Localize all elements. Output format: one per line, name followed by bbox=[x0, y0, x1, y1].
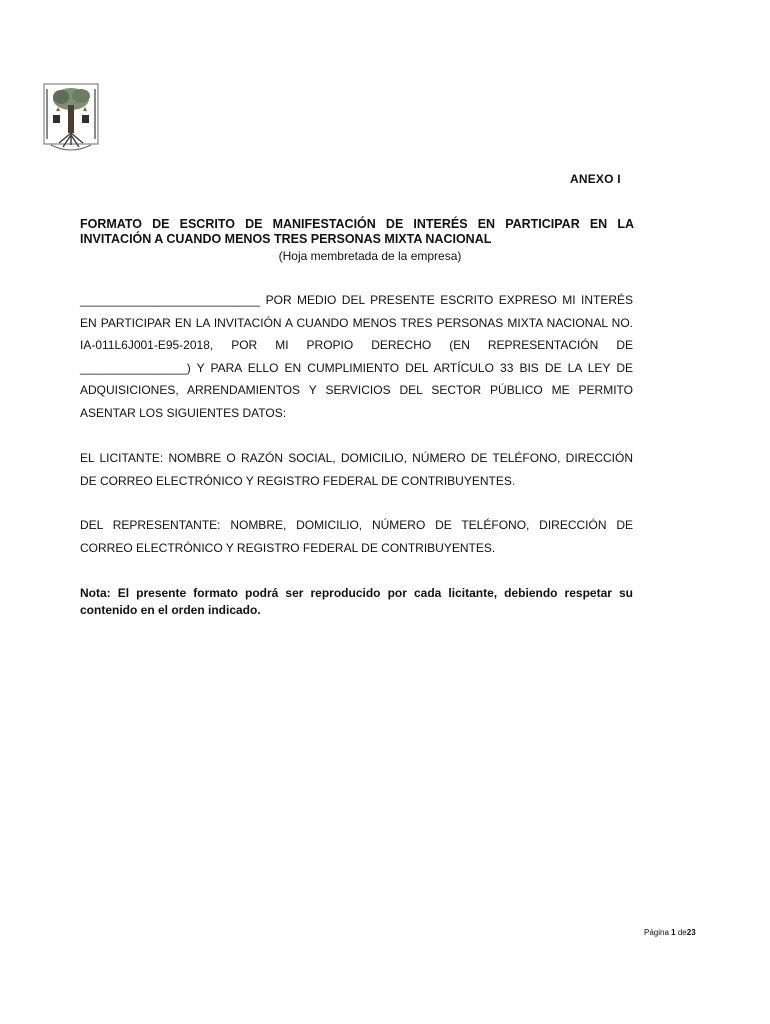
total-pages-number: 23 bbox=[686, 928, 696, 937]
tree-emblem-icon bbox=[43, 83, 99, 153]
representative-data-paragraph: DEL REPRESENTANTE: NOMBRE, DOMICILIO, NÚMERO DE TELÉFONO, DIRECCIÓN DE CORREO ELECTRÓNICO Y REGISTRO FEDERAL DE CONTRIBUYENTES. bbox=[80, 518, 633, 555]
annex-label: ANEXO I bbox=[570, 172, 621, 186]
interest-statement-paragraph: ___________________________ POR MEDIO DEL PRESENTE ESCRITO EXPRESO MI INTERÉS EN PARTICIPAR EN LA INVITACIÓN A CUANDO MENOS TRES PERSONAS MIXTA NACIONAL NO. IA-011L6J001-E95-2018, POR MI PROPIO DERECHO (EN REPRESENTACIÓN DE ________________) Y PARA ELLO EN CUMPLIMIENTO DEL ARTÍCULO 33 BIS DE LA LEY DE ADQUISICIONES, ARRENDAMIENTOS Y SERVICIOS DEL SECTOR PÚBLICO ME PERMITO ASENTAR LOS SIGUIENTES DATOS: bbox=[80, 293, 633, 420]
of-word: de bbox=[677, 928, 687, 937]
note-paragraph: Nota: El presente formato podrá ser reproducido por cada licitante, debiendo respetar su contenido en el orden indicado. bbox=[80, 586, 633, 617]
page-word: Página bbox=[644, 928, 669, 937]
document-subtitle: (Hoja membretada de la empresa) bbox=[278, 249, 462, 263]
document-title bbox=[80, 217, 634, 247]
institution-logo bbox=[43, 83, 99, 153]
current-page-number: 1 bbox=[671, 928, 676, 937]
title-line-1: FORMATO DE ESCRITO DE MANIFESTACIÓN DE INTERÉS EN PARTICIPAR EN LA bbox=[80, 217, 634, 231]
page-footer bbox=[644, 928, 696, 937]
title-line-2: INVITACIÓN A CUANDO MENOS TRES PERSONAS MIXTA NACIONAL bbox=[80, 232, 492, 246]
bidder-data-paragraph: EL LICITANTE: NOMBRE O RAZÓN SOCIAL, DOMICILIO, NÚMERO DE TELÉFONO, DIRECCIÓN DE CORREO ELECTRÓNICO Y REGISTRO FEDERAL DE CONTRIBUYENTES. bbox=[80, 451, 633, 488]
